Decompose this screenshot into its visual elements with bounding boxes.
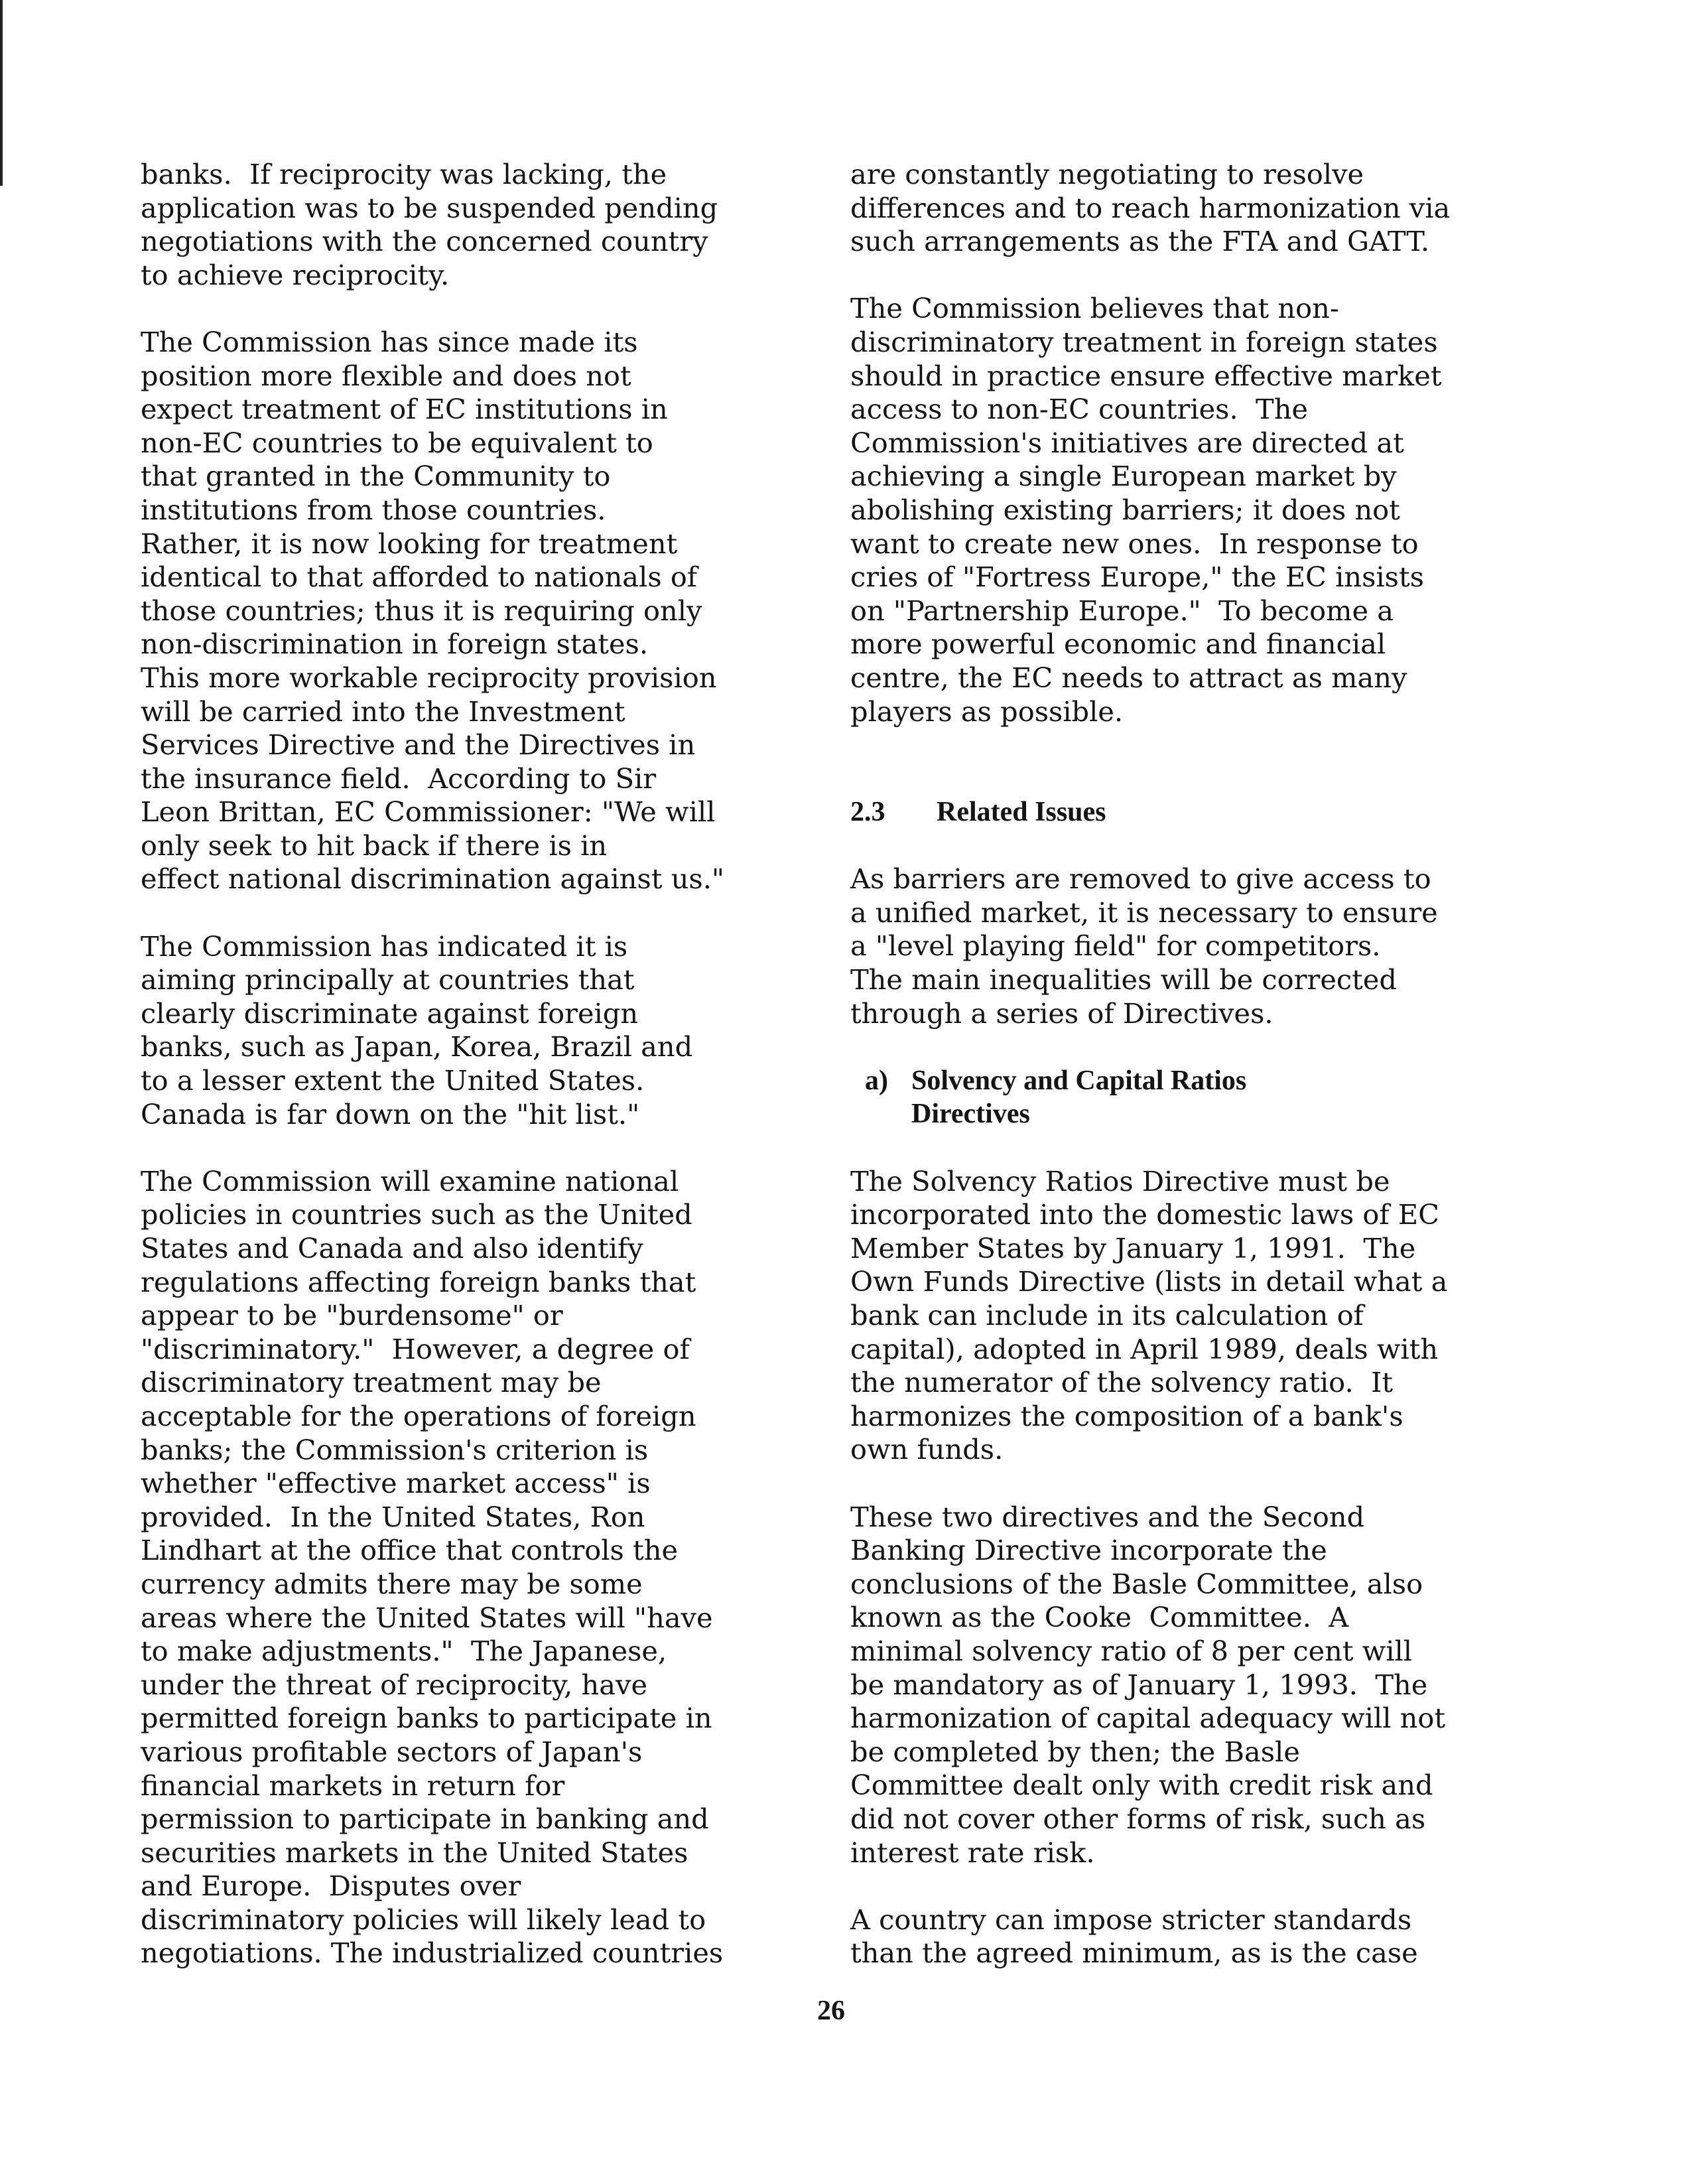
text-line: The Commission will examine national <box>141 1164 679 1197</box>
text-line: appear to be "burdensome" or <box>141 1299 563 1332</box>
text-line: financial markets in return for <box>141 1769 565 1802</box>
paragraph <box>850 1903 1540 1970</box>
text-line: Commission's initiatives are directed at <box>850 426 1404 459</box>
text-line: be completed by then; the Basle <box>850 1735 1300 1768</box>
text-line: the insurance field. According to Sir <box>141 762 657 795</box>
text-line: clearly discriminate against foreign <box>141 996 639 1030</box>
text-line: discriminatory policies will likely lead to <box>141 1903 706 1936</box>
text-line: acceptable for the operations of foreign <box>141 1399 696 1432</box>
text-line: Lindhart at the office that controls the <box>141 1534 678 1567</box>
paragraph-gap <box>850 1030 1540 1064</box>
text-line: those countries; thus it is requiring only <box>141 594 702 627</box>
text-line: players as possible. <box>850 695 1124 728</box>
text-line: Member States by January 1, 1991. The <box>850 1231 1416 1264</box>
page-number: 26 <box>817 1996 845 2026</box>
text-line: States and Canada and also identify <box>141 1232 643 1264</box>
paragraph <box>141 930 811 1132</box>
text-line: harmonization of capital adequacy will not <box>850 1702 1446 1735</box>
left-text-column <box>141 158 811 1970</box>
paragraph-gap <box>850 259 1540 293</box>
paragraph <box>850 1501 1540 1870</box>
text-line: non-EC countries to be equivalent to <box>141 426 653 459</box>
section-number: 2.3 <box>850 797 885 828</box>
text-line: only seek to hit back if there is in <box>141 829 608 862</box>
text-line: This more workable reciprocity provision <box>141 661 717 694</box>
text-line: than the agreed minimum, as is the case <box>850 1937 1418 1970</box>
text-line: whether "effective market access" is <box>141 1467 651 1500</box>
text-line: Own Funds Directive (lists in detail what a <box>850 1265 1448 1298</box>
text-line: and Europe. Disputes over <box>141 1870 521 1903</box>
text-line: As barriers are removed to give access to <box>850 862 1431 896</box>
text-line: bank can include in its calculation of <box>850 1299 1364 1331</box>
text-line: expect treatment of EC institutions in <box>141 393 668 426</box>
paragraph <box>141 326 811 896</box>
right-text-column <box>850 158 1540 1970</box>
paragraph <box>141 158 811 292</box>
paragraph-gap <box>850 728 1540 795</box>
text-line: Banking Directive incorporate the <box>850 1534 1327 1567</box>
text-line: non-discrimination in foreign states. <box>141 628 649 661</box>
text-line: The Solvency Ratios Directive must be <box>850 1164 1390 1197</box>
text-line: capital), adopted in April 1989, deals with <box>850 1332 1439 1365</box>
paragraph <box>850 292 1540 728</box>
text-line: should in practice ensure effective market <box>850 359 1442 392</box>
text-line: provided. In the United States, Ron <box>141 1500 645 1533</box>
text-line: a unified market, it is necessary to ensure <box>850 896 1438 929</box>
paragraph <box>141 1165 811 1970</box>
paragraph-gap <box>850 1131 1540 1165</box>
text-line: The Commission has indicated it is <box>141 929 628 963</box>
text-line: Leon Brittan, EC Commissioner: "We will <box>141 795 716 829</box>
paragraph <box>850 158 1540 259</box>
text-line: that granted in the Community to <box>141 460 611 493</box>
text-line: The main inequalities will be corrected <box>850 963 1397 996</box>
text-line: on "Partnership Europe." To become a <box>850 594 1394 627</box>
text-line: own funds. <box>850 1433 1004 1466</box>
paragraph-gap <box>141 1131 811 1165</box>
text-line: These two directives and the Second <box>850 1500 1365 1533</box>
paragraph-gap <box>850 1870 1540 1903</box>
text-line: cries of "Fortress Europe," the EC insists <box>850 561 1424 594</box>
text-line: to achieve reciprocity. <box>141 258 450 291</box>
text-line: negotiations with the concerned country <box>141 225 708 258</box>
paragraph-gap <box>850 1467 1540 1501</box>
text-line: through a series of Directives. <box>850 996 1273 1030</box>
subsection-marker: a) <box>865 1065 888 1096</box>
text-line: various profitable sectors of Japan's <box>141 1735 643 1768</box>
text-line: currency admits there may be some <box>141 1567 643 1600</box>
text-line: discriminatory treatment in foreign states <box>850 325 1438 358</box>
text-line: a "level playing field" for competitors. <box>850 929 1381 963</box>
text-line: want to create new ones. In response to <box>850 527 1419 560</box>
paragraph <box>850 862 1540 1030</box>
text-line: achieving a single European market by <box>850 460 1397 493</box>
text-line: to make adjustments." The Japanese, <box>141 1635 667 1668</box>
text-line: banks, such as Japan, Korea, Brazil and <box>141 1030 693 1063</box>
text-line: institutions from those countries. <box>141 493 606 526</box>
paragraph <box>850 1165 1540 1467</box>
text-line: Rather, it is now looking for treatment <box>141 527 678 560</box>
text-line: banks. If reciprocity was lacking, the <box>141 158 667 190</box>
text-line: permission to participate in banking and <box>141 1803 709 1836</box>
text-line: aiming principally at countries that <box>141 963 635 996</box>
text-line: areas where the United States will "have <box>141 1601 713 1634</box>
text-line: securities markets in the United States <box>141 1836 688 1869</box>
text-line: centre, the EC needs to attract as many <box>850 661 1407 694</box>
text-line: harmonizes the composition of a bank's <box>850 1399 1403 1432</box>
text-line: The Commission believes that non- <box>850 292 1339 325</box>
section-heading <box>850 795 1540 829</box>
text-line: banks; the Commission's criterion is <box>141 1433 649 1466</box>
text-line: Canada is far down on the "hit list." <box>141 1097 640 1130</box>
text-line: minimal solvency ratio of 8 per cent will <box>850 1634 1413 1667</box>
text-line: interest rate risk. <box>850 1836 1095 1869</box>
text-line: identical to that afforded to nationals of <box>141 561 698 594</box>
text-line: Committee dealt only with credit risk and <box>850 1769 1433 1802</box>
paragraph-gap <box>141 896 811 930</box>
section-title: Related Issues <box>937 797 1106 828</box>
text-line: did not cover other forms of risk, such as <box>850 1802 1426 1835</box>
text-line: be mandatory as of January 1, 1993. The <box>850 1668 1428 1701</box>
text-line: conclusions of the Basle Committee, also <box>850 1567 1423 1600</box>
text-line: application was to be suspended pending <box>141 191 718 224</box>
text-line: differences and to reach harmonization via <box>850 191 1451 224</box>
subsection-title-line: Solvency and Capital Ratios <box>911 1065 1247 1096</box>
paragraph-gap <box>141 292 811 326</box>
scan-edge-mark <box>0 0 3 186</box>
text-line: known as the Cooke Committee. A <box>850 1601 1349 1634</box>
text-line: incorporated into the domestic laws of EC <box>850 1198 1439 1231</box>
text-line: The Commission has since made its <box>141 325 638 358</box>
text-line: effect national discrimination against us." <box>141 862 725 896</box>
text-line: Services Directive and the Directives in <box>141 728 696 762</box>
text-line: A country can impose stricter standards <box>850 1903 1412 1936</box>
text-line: such arrangements as the FTA and GATT. <box>850 225 1430 258</box>
subsection-heading <box>850 1064 1540 1131</box>
text-line: are constantly negotiating to resolve <box>850 158 1364 190</box>
text-line: position more flexible and does not <box>141 359 631 392</box>
text-line: permitted foreign banks to participate in <box>141 1702 712 1735</box>
text-line: "discriminatory." However, a degree of <box>141 1332 690 1365</box>
text-line: will be carried into the Investment <box>141 695 625 728</box>
text-line: under the threat of reciprocity, have <box>141 1668 648 1701</box>
text-line: to a lesser extent the United States. <box>141 1064 645 1097</box>
text-line: policies in countries such as the United <box>141 1198 692 1231</box>
text-line: more powerful economic and financial <box>850 628 1386 661</box>
text-line: the numerator of the solvency ratio. It <box>850 1366 1394 1399</box>
text-line: abolishing existing barriers; it does not <box>850 493 1400 526</box>
text-line: discriminatory treatment may be <box>141 1366 602 1399</box>
text-line: regulations affecting foreign banks that <box>141 1265 696 1298</box>
subsection-title-line: Directives <box>911 1099 1030 1130</box>
paragraph-gap <box>850 829 1540 863</box>
text-line: negotiations. The industrialized countries <box>141 1937 724 1970</box>
text-line: access to non-EC countries. The <box>850 393 1308 426</box>
